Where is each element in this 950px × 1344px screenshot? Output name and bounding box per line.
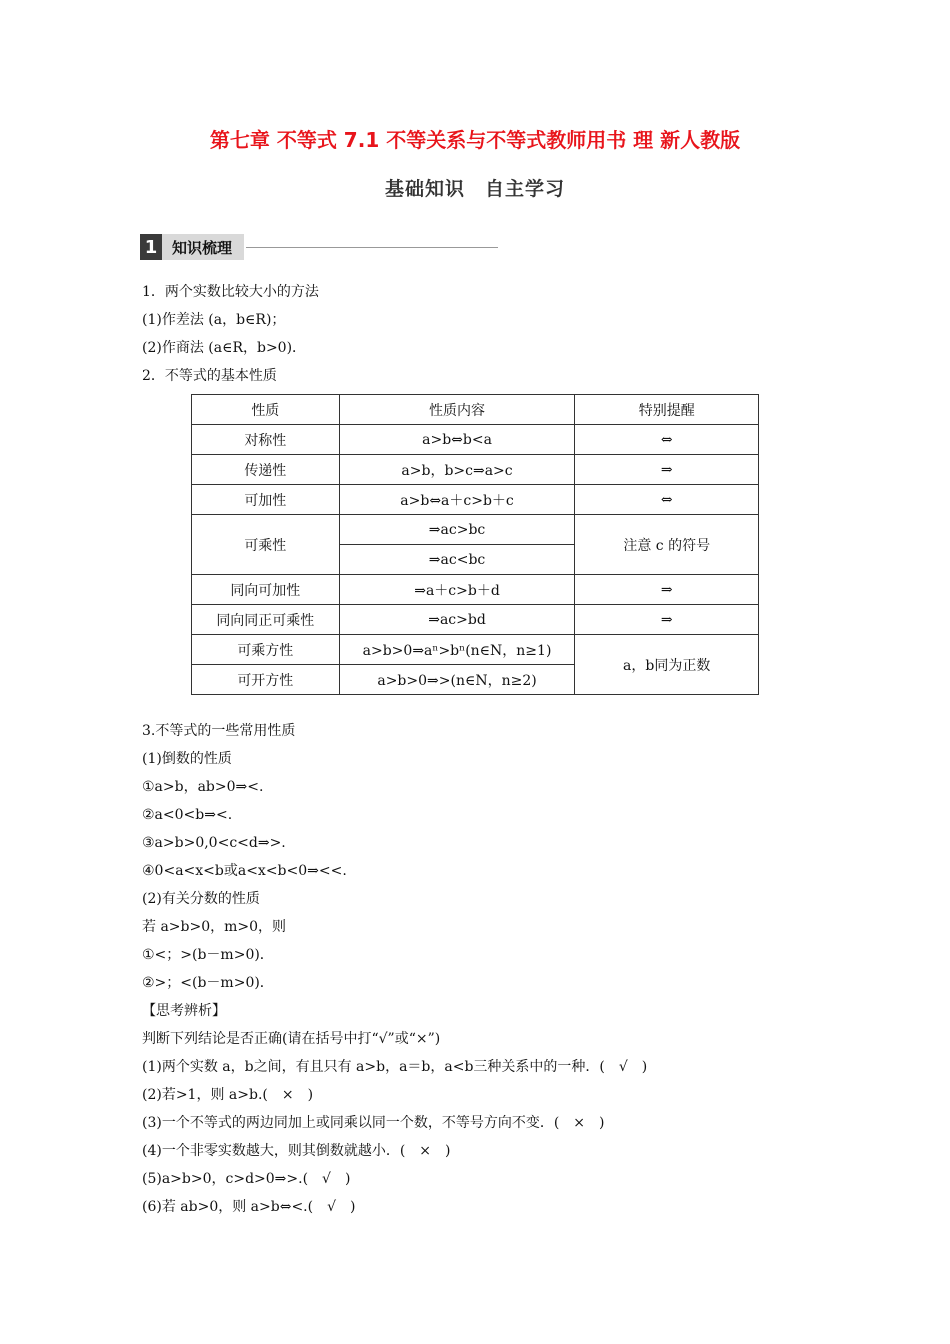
table-row: [192, 515, 759, 545]
text-line: ④0<a<x<b或a<x<b<0⇒<<.: [142, 863, 347, 879]
property-content: ⇒ac>bc: [339, 515, 575, 545]
property-note: 注意 c 的符号: [575, 515, 759, 575]
property-name: 对称性: [192, 425, 340, 455]
section-divider: [246, 247, 498, 248]
table-row: [192, 635, 759, 665]
text-line: ①a>b，ab>0⇒<.: [142, 779, 264, 795]
property-name: 可加性: [192, 485, 340, 515]
property-note: ⇒: [575, 605, 759, 635]
text-line: (1)倒数的性质: [142, 751, 232, 767]
text-line: 若 a>b>0，m>0，则: [142, 919, 287, 935]
property-note: ⇒: [575, 455, 759, 485]
table-row: [192, 485, 759, 515]
section-number-badge: 1: [140, 234, 162, 260]
property-name: 同向同正可乘性: [192, 605, 340, 635]
table-row: [192, 425, 759, 455]
text-line: (3)一个不等式的两边同加上或同乘以同一个数，不等号方向不变．( × ): [142, 1115, 605, 1131]
property-note: a，b同为正数: [575, 635, 759, 695]
text-line: (2)若>1，则 a>b.( × ): [142, 1087, 314, 1103]
text-line: (1)两个实数 a，b之间，有且只有 a>b，a＝b，a<b三种关系中的一种．( √ ): [142, 1059, 648, 1075]
property-content: a>b⇔b<a: [339, 425, 575, 455]
table-row: [192, 605, 759, 635]
text-line: 【思考辨析】: [142, 1003, 226, 1019]
text-line: ②a<0<b⇒<.: [142, 807, 233, 823]
property-name: 传递性: [192, 455, 340, 485]
section-label: 知识梳理: [162, 234, 244, 260]
property-content: a>b>0⇒aⁿ>bⁿ(n∈N，n≥1): [339, 635, 575, 665]
text-line: (5)a>b>0，c>d>0⇒>.( √ ): [142, 1171, 351, 1187]
text-line: (2)作商法 (a∈R，b>0)．: [142, 340, 307, 356]
property-note: ⇔: [575, 425, 759, 455]
document-title: 第七章 不等式 7.1 不等关系与不等式教师用书 理 新人教版: [209, 128, 741, 152]
property-name: 可乘方性: [192, 635, 340, 665]
text-line: (1)作差法 (a，b∈R)；: [142, 312, 286, 328]
text-line: 判断下列结论是否正确(请在括号中打“√”或“×”): [142, 1031, 441, 1047]
table-header-row: [192, 395, 759, 425]
table-header-cell: 性质内容: [339, 395, 575, 425]
property-content: ⇒ac<bc: [339, 545, 575, 575]
text-line: ③a>b>0,0<c<d⇒>.: [142, 835, 286, 851]
table-row: [192, 575, 759, 605]
text-line: (6)若 ab>0，则 a>b⇔<.( √ ): [142, 1199, 356, 1215]
property-content: a>b>0⇒>(n∈N，n≥2): [339, 665, 575, 695]
property-note: ⇒: [575, 575, 759, 605]
section-subtitle: 基础知识 自主学习: [384, 178, 565, 200]
inequality-properties-table: [191, 394, 759, 695]
property-content: ⇒a＋c>b＋d: [339, 575, 575, 605]
text-line: (2)有关分数的性质: [142, 891, 260, 907]
property-note: ⇔: [575, 485, 759, 515]
table-header-cell: 性质: [192, 395, 340, 425]
table-row: [192, 455, 759, 485]
property-content: ⇒ac>bd: [339, 605, 575, 635]
text-line: 2．不等式的基本性质: [142, 368, 277, 384]
text-line: 3.不等式的一些常用性质: [142, 723, 296, 739]
property-content: a>b⇔a＋c>b＋c: [339, 485, 575, 515]
property-content: a>b，b>c⇒a>c: [339, 455, 575, 485]
text-line: 1．两个实数比较大小的方法: [142, 284, 319, 300]
text-line: ②>；<(b－m>0)．: [142, 975, 274, 991]
text-line: ①<；>(b－m>0)．: [142, 947, 274, 963]
property-name: 可开方性: [192, 665, 340, 695]
text-line: (4)一个非零实数越大，则其倒数就越小．( × ): [142, 1143, 451, 1159]
property-name: 同向可加性: [192, 575, 340, 605]
property-name: 可乘性: [192, 515, 340, 575]
table-header-cell: 特别提醒: [575, 395, 759, 425]
section-header: [140, 234, 498, 260]
